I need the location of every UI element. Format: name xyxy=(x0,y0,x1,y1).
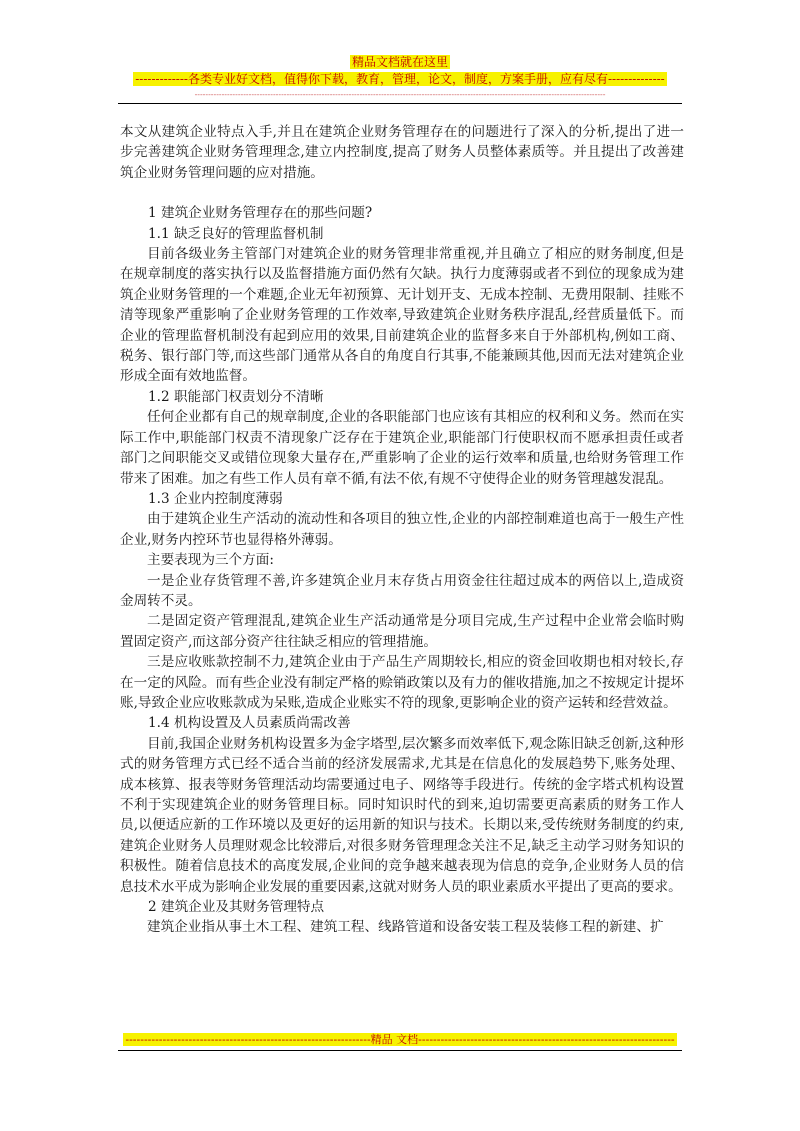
section-1-3-paragraph-2: 主要表现为三个方面: xyxy=(147,552,274,569)
header-rule xyxy=(118,103,682,104)
section-1-4-paragraph: 目前,我国企业财务机构设置多为金字塔型,层次繁多而效率低下,观念陈旧缺乏创新,这种形式的财务管理方式已经不适合当前的经济发展需求,尤其是在信息化的发展趋势下,账务处理、成本核算、报表等财务管理活动均需要通过电子、网络等手段进行。传统的金字塔式机构设置不利于实现建筑企业的财务管理目标。同时知识时代的到来,迫切需要更高素质的财务工作人员,以便适应新的工作环境以及更好的运用新的知识与技术。长期以来,受传统财务制度的约束,建筑企业财务人员理财观念比较滞后,对很多财务管理理念关注不足,缺乏主动学习财务知识的积极性。随着信息技术的高度发展,企业间的竞争越来越表现为信息的竞争,企业财务人员的信息技术水平成为影响企业发展的重要因素,这就对财务人员的职业素质水平提出了更高的要求。 xyxy=(120,735,684,895)
footer-rule xyxy=(118,1050,682,1051)
section-2-heading: 2 建筑企业及其财务管理特点 xyxy=(148,899,325,916)
section-1-2-paragraph: 任何企业都有自己的规章制度,企业的各职能部门也应该有其相应的权利和义务。然而在实际工作中,职能部门权责不清现象广泛存在于建筑企业,职能部门行使职权而不愿承担责任或者部门之间职能交叉或错位现象大量存在,严重影响了企业的运行效率和质量,也给财务管理工作带来了困难。加之有些工作人员有章不循,有法不依,有规不守使得企业的财务管理越发混乱。 xyxy=(120,409,684,487)
intro-paragraph: 本文从建筑企业特点入手,并且在建筑企业财务管理存在的问题进行了深入的分析,提出了进一步完善建筑企业财务管理理念,建立内控制度,提高了财务人员整体素质等。并且提出了改善建筑企业财务管理问题的应对措施。 xyxy=(120,124,684,181)
section-1-3-paragraph-4: 二是固定资产管理混乱,建筑企业生产活动通常是分项目完成,生产过程中企业常会临时购置固定资产,而这部分资产往往缺乏相应的管理措施。 xyxy=(120,613,684,650)
footer-banner: ------------------------------------------------------------------精品 文档--------------------------------------------------------------------- xyxy=(125,1033,675,1046)
section-1-2-heading: 1.2 职能部门权责划分不清晰 xyxy=(148,388,324,405)
section-2-paragraph: 建筑企业指从事土木工程、建筑工程、线路管道和设备安装工程及装修工程的新建、扩 xyxy=(147,919,664,936)
section-1-1-paragraph: 目前各级业务主管部门对建筑企业的财务管理非常重视,并且确立了相应的财务制度,但是在规章制度的落实执行以及监督措施方面仍然有欠缺。执行力度薄弱或者不到位的现象成为建筑企业财务管理的一个难题,企业无年初预算、无计划开支、无成本控制、无费用限制、挂账不清等现象严重影响了企业财务管理的工作效率,导致建筑企业财务秩序混乱,经营质量低下。而企业的管理监督机制没有起到应用的效果,目前建筑企业的监督多来自于外部机构,例如工商、税务、银行部门等,而这些部门通常从各自的角度自行其事,不能兼顾其他,因而无法对建筑企业形成全面有效地监督。 xyxy=(120,246,684,385)
section-1-3-heading: 1.3 企业内控制度薄弱 xyxy=(148,490,283,507)
section-1-heading: 1 建筑企业财务管理存在的那些问题? xyxy=(148,205,373,222)
section-1-3-paragraph-5: 三是应收账款控制不力,建筑企业由于产品生产周期较长,相应的资金回收期也相对较长,存在一定的风险。而有些企业没有制定严格的赊销政策以及有力的催收措施,加之不按规定计提坏账,导致企业应收账款成为呆账,造成企业账实不符的现象,更影响企业的资产运转和经营效益。 xyxy=(120,654,684,711)
document-body xyxy=(120,122,684,938)
header-subtitle: -------------各类专业好文档，值得你下载，教育，管理，论文，制度，方案手册，应有尽有-------------- xyxy=(135,72,665,86)
section-1-3-paragraph-3: 一是企业存货管理不善,许多建筑企业月末存货占用资金往往超过成本的两倍以上,造成资金周转不灵。 xyxy=(120,572,684,609)
header-dash-line: -------------------------------------------------------------------------------------------------------------------------------------------------------- xyxy=(194,90,606,99)
spacer xyxy=(120,183,684,203)
section-1-3-paragraph-1: 由于建筑企业生产活动的流动性和各项目的独立性,企业的内部控制难道也高于一般生产性企业,财务内控环节也显得格外薄弱。 xyxy=(120,511,684,548)
section-1-1-heading: 1.1 缺乏良好的管理监督机制 xyxy=(148,225,324,242)
section-1-4-heading: 1.4 机构设置及人员素质尚需改善 xyxy=(148,715,351,732)
header-title: 精品文档就在这里 xyxy=(351,55,448,69)
